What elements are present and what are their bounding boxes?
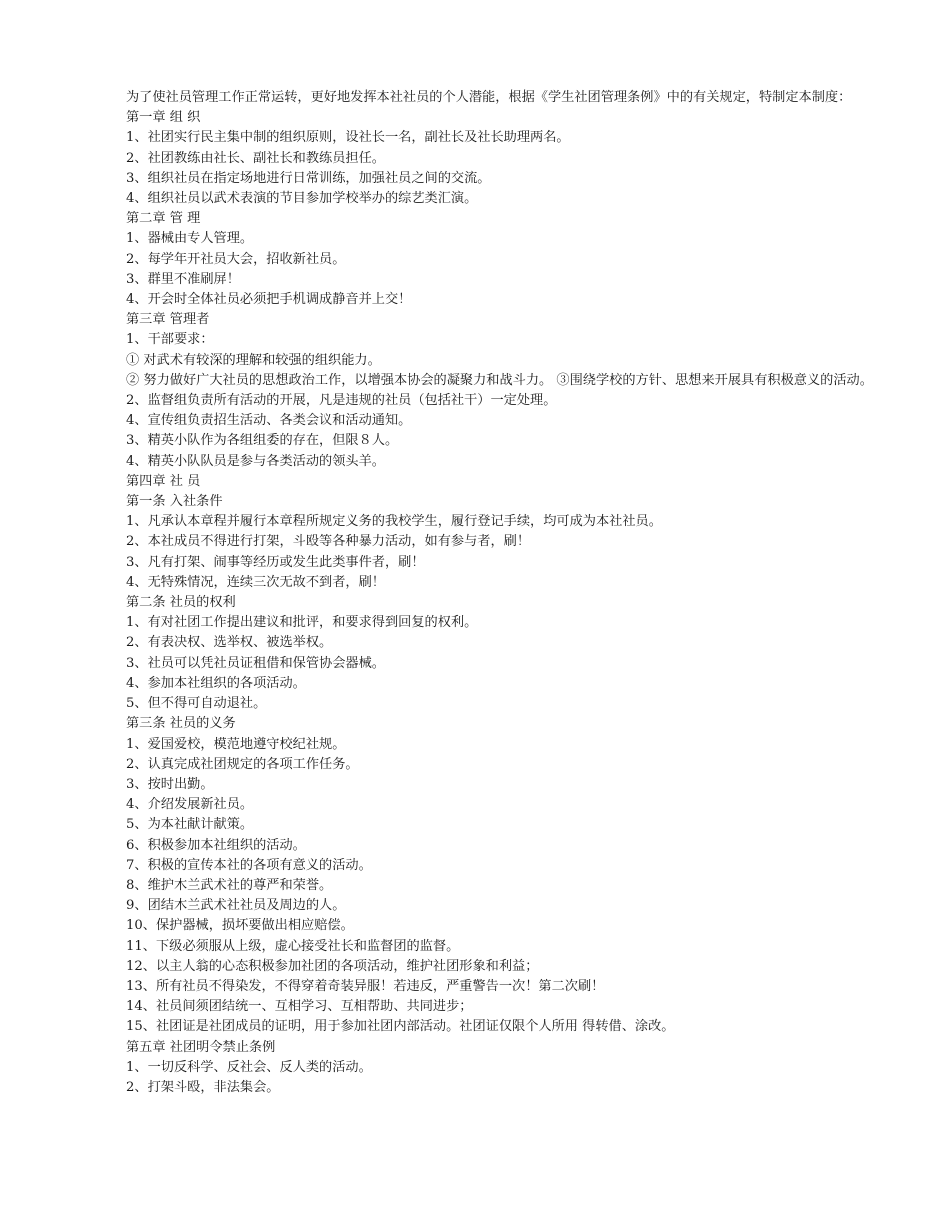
document-line: 3、按时出勤。 — [126, 776, 214, 792]
document-line: 10、保护器械，损坏要做出相应赔偿。 — [126, 918, 354, 934]
section-heading: 第五章 社团明令禁止条例 — [126, 1039, 276, 1055]
document-line: 7、积极的宣传本社的各项有意义的活动。 — [126, 857, 372, 873]
document-body — [88, 88, 878, 1098]
document-line: 14、社员间须团结统一、互相学习、互相帮助、共同进步； — [126, 999, 473, 1015]
document-line: 2、认真完成社团规定的各项工作任务。 — [126, 756, 359, 772]
document-line: 8、维护木兰武术社的尊严和荣誉。 — [126, 877, 333, 893]
document-line: 3、精英小队作为各组组委的存在，但限８人。 — [126, 433, 399, 449]
document-line: 5、为本社献计献策。 — [126, 817, 254, 833]
document-line: 3、凡有打架、闹事等经历或发生此类事件者，刷！ — [126, 554, 425, 570]
section-heading: 第二章 管 理 — [126, 211, 201, 227]
document-line: 13、所有社员不得染发，不得穿着奇装异服！若违反，严重警告一次！第二次刷！ — [126, 978, 605, 994]
document-line: 9、团结木兰武术社社员及周边的人。 — [126, 898, 346, 914]
section-heading: 第一条 入社条件 — [126, 494, 223, 510]
document-line: 5、但不得可自动退社。 — [126, 696, 267, 712]
document-line: 2、监督组负责所有活动的开展，凡是违规的社员（包括社干）一定处理。 — [126, 393, 557, 409]
document-line: 2、每学年开社员大会，招收新社员。 — [126, 251, 346, 267]
document-line: 3、组织社员在指定场地进行日常训练，加强社员之间的交流。 — [126, 170, 491, 186]
section-heading: 第二条 社员的权利 — [126, 595, 236, 611]
document-line: ① 对武术有较深的理解和较强的组织能力。 — [126, 352, 381, 368]
document-line: 1、社团实行民主集中制的组织原则，设社长一名，副社长及社长助理两名。 — [126, 130, 570, 146]
intro-paragraph: 为了使社员管理工作正常运转，更好地发挥本社社员的个人潜能，根据《学生社团管理条例》中的有关规定，特制定本制度： — [126, 90, 852, 105]
document-line: 1、凡承认本章程并履行本章程所规定义务的我校学生，履行登记手续，均可成为本社社员。 — [126, 514, 662, 530]
document-line: 2、打架斗殴，非法集会。 — [126, 1079, 280, 1095]
section-heading: 第三条 社员的义务 — [126, 716, 236, 732]
document-line: 1、爱国爱校，模范地遵守校纪社规。 — [126, 736, 346, 752]
document-line: 11、下级必须服从上级，虚心接受社长和监督团的监督。 — [126, 938, 460, 954]
document-line: 4、精英小队队员是参与各类活动的领头羊。 — [126, 453, 385, 469]
document-line: 2、社团教练由社长、副社长和教练员担任。 — [126, 150, 385, 166]
document-line: 4、组织社员以武术表演的节目参加学校举办的综艺类汇演。 — [126, 191, 478, 207]
document-line: 4、介绍发展新社员。 — [126, 797, 254, 813]
section-heading: 第四章 社 员 — [126, 473, 201, 489]
document-line: 4、参加本社组织的各项活动。 — [126, 675, 306, 691]
document-line: 4、开会时全体社员必须把手机调成静音并上交！ — [126, 292, 412, 308]
document-line: ② 努力做好广大社员的思想政治工作，以增强本协会的凝聚力和战斗力。 ③围绕学校的方针、思想来开展具有积极意义的活动。 — [126, 372, 873, 388]
document-line: 2、本社成员不得进行打架，斗殴等各种暴力活动，如有参与者，刷！ — [126, 534, 531, 550]
document-line: 6、积极参加本社组织的活动。 — [126, 837, 306, 853]
section-heading: 第三章 管理者 — [126, 312, 210, 328]
document-line: 3、社员可以凭社员证租借和保管协会器械。 — [126, 655, 385, 671]
document-line: 1、干部要求： — [126, 332, 214, 348]
document-line: 4、宣传组负责招生活动、各类会议和活动通知。 — [126, 413, 412, 429]
document-line: 12、以主人翁的心态积极参加社团的各项活动，维护社团形象和利益； — [126, 958, 539, 974]
document-line: 1、一切反科学、反社会、反人类的活动。 — [126, 1059, 372, 1075]
document-line: 4、无特殊情况，连续三次无故不到者，刷！ — [126, 574, 385, 590]
section-heading: 第一章 组 织 — [126, 110, 201, 126]
document-line: 1、有对社团工作提出建议和批评，和要求得到回复的权利。 — [126, 615, 478, 631]
document-line: 1、器械由专人管理。 — [126, 231, 254, 247]
document-line: 2、有表决权、选举权、被选举权。 — [126, 635, 333, 651]
document-line: 3、群里不准刷屏！ — [126, 271, 240, 287]
document-line: 15、社团证是社团成员的证明，用于参加社团内部活动。社团证仅限个人所用 得转借、涂改。 — [126, 1019, 675, 1035]
